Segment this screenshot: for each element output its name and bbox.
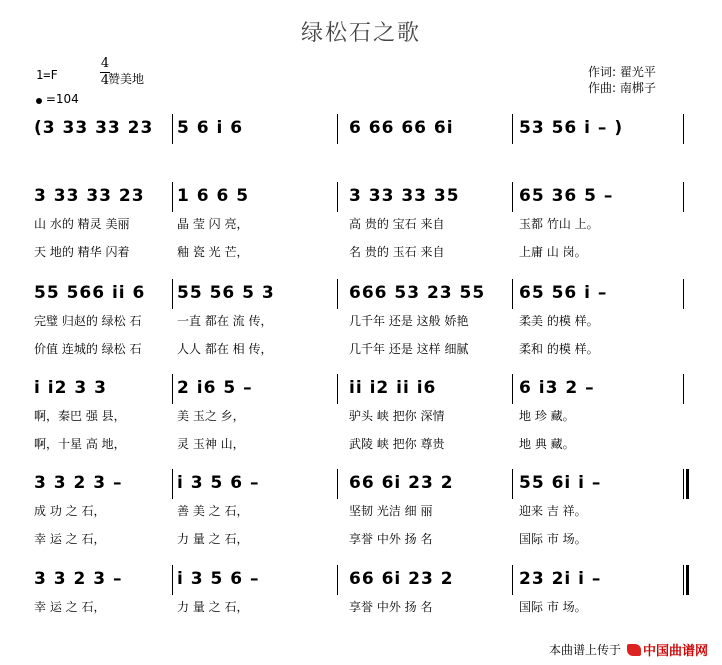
measure-notes: 666 53 23 55 xyxy=(349,283,486,303)
measure-notes: 2 i6 5 – xyxy=(177,378,253,398)
score-row xyxy=(0,473,722,553)
lyric-text: 啊，十星 高 地， xyxy=(34,437,126,451)
barline xyxy=(683,565,684,595)
lyric-text: 价值 连城的 绿松 石 xyxy=(34,342,142,356)
lyric-text: 灵 玉神 山， xyxy=(177,437,245,451)
lyric-text: 国际 市 场。 xyxy=(519,532,587,546)
barline xyxy=(172,565,173,595)
barline xyxy=(172,114,173,144)
lyric-text: 玉都 竹山 上。 xyxy=(519,217,599,231)
measure-notes: 55 566 ii 6 xyxy=(34,283,146,303)
lyric-text: 幸 运 之 石， xyxy=(34,532,106,546)
site-logo[interactable] xyxy=(627,640,708,659)
measure-notes: 65 56 i – xyxy=(519,283,608,303)
site-logo-icon xyxy=(627,644,641,656)
lyric-text: 高 贵的 宝石 来自 xyxy=(349,217,445,231)
key-signature: 1=F xyxy=(36,68,58,82)
barline xyxy=(337,279,338,309)
lyrics-line-2 xyxy=(0,435,722,451)
lyrics-line-1 xyxy=(0,407,722,423)
repeat-barline xyxy=(686,469,689,499)
lyric-text: 柔和 的模 样。 xyxy=(519,342,599,356)
barline xyxy=(683,114,684,144)
barline xyxy=(512,469,513,499)
barline xyxy=(337,182,338,212)
footer xyxy=(549,640,708,659)
barline xyxy=(512,182,513,212)
measure-notes: 55 6i i – xyxy=(519,473,602,493)
lyric-text: 柔美 的模 样。 xyxy=(519,314,599,328)
lyric-text: 善 美 之 石， xyxy=(177,504,249,518)
lyrics-line-1 xyxy=(0,502,722,518)
lyric-text: 天 地的 精华 闪着 xyxy=(34,245,130,259)
measure-notes: 5 6 i 6 xyxy=(177,118,244,138)
measure-notes: 3 33 33 23 xyxy=(34,186,145,206)
lyric-text: 釉 瓷 光 芒， xyxy=(177,245,249,259)
lyric-text: 几千年 还是 这般 娇艳 xyxy=(349,314,469,328)
barline xyxy=(512,374,513,404)
footer-text: 本曲谱上传于 xyxy=(548,643,621,657)
measure-notes: 66 6i 23 2 xyxy=(349,473,454,493)
lyricist-credit: 作词: 翟光平 xyxy=(588,65,656,79)
barline xyxy=(172,279,173,309)
lyrics-line-2 xyxy=(0,243,722,259)
measure-notes: ii i2 ii i6 xyxy=(349,378,437,398)
measure-notes: 6 66 66 6i xyxy=(349,118,454,138)
tempo-marking xyxy=(36,92,79,106)
barline xyxy=(172,374,173,404)
lyric-text: 成 功 之 石， xyxy=(34,504,106,518)
site-logo-text: 中国曲谱网 xyxy=(642,644,708,659)
measure-notes: i 3 5 6 – xyxy=(177,473,260,493)
lyric-text: 人人 都在 相 传， xyxy=(177,342,273,356)
lyric-text: 山 水的 精灵 美丽 xyxy=(34,217,130,231)
barline xyxy=(512,114,513,144)
score-row xyxy=(0,569,722,649)
page-title: 绿松石之歌 xyxy=(300,21,421,46)
barline xyxy=(337,374,338,404)
lyric-text: 晶 莹 闪 亮， xyxy=(177,217,249,231)
lyric-text: 国际 市 场。 xyxy=(519,600,587,614)
lyrics-line-1 xyxy=(0,147,722,163)
credits xyxy=(588,64,656,96)
lyric-text: 力 量 之 石， xyxy=(177,532,249,546)
composer-credit: 作曲: 南梆子 xyxy=(588,81,656,95)
lyrics-line-1 xyxy=(0,312,722,328)
barline xyxy=(683,279,684,309)
lyric-text: 坚韧 光洁 细 丽 xyxy=(349,504,433,518)
lyrics-line-1 xyxy=(0,598,722,614)
measure-notes: 6 i3 2 – xyxy=(519,378,595,398)
lyric-text: 幸 运 之 石， xyxy=(34,600,106,614)
measure-notes: 1 6 6 5 xyxy=(177,186,250,206)
lyrics-line-2 xyxy=(0,340,722,356)
measure-notes: i i2 3 3 xyxy=(34,378,107,398)
measure-notes: (3 33 33 23 xyxy=(34,118,154,138)
lyric-text: 地 典 藏。 xyxy=(519,437,575,451)
score-row xyxy=(0,283,722,363)
barline xyxy=(683,374,684,404)
time-signature-bottom: 4 xyxy=(100,73,110,88)
tempo-value: =104 xyxy=(45,92,79,106)
lyric-text: 完璧 归赵的 绿松 石 xyxy=(34,314,142,328)
time-signature-top: 4 xyxy=(100,56,110,71)
barline xyxy=(172,469,173,499)
measure-notes: 3 33 33 35 xyxy=(349,186,460,206)
lyric-text: 迎来 吉 祥。 xyxy=(519,504,587,518)
barline xyxy=(172,182,173,212)
lyric-text: 美 玉之 乡， xyxy=(177,409,245,423)
measure-notes: 3 3 2 3 – xyxy=(34,473,123,493)
measure-notes: 66 6i 23 2 xyxy=(349,569,454,589)
lyric-text: 名 贵的 玉石 来自 xyxy=(349,245,445,259)
barline xyxy=(337,469,338,499)
lyric-text: 武陵 峡 把你 尊贵 xyxy=(349,437,445,451)
lyric-text: 一直 都在 流 传， xyxy=(177,314,273,328)
measure-notes: i 3 5 6 – xyxy=(177,569,260,589)
score-row xyxy=(0,186,722,266)
measure-notes: 3 3 2 3 – xyxy=(34,569,123,589)
lyric-text: 上庸 山 岗。 xyxy=(519,245,587,259)
final-barline xyxy=(686,565,689,595)
barline xyxy=(337,114,338,144)
lyric-text: 几千年 还是 这样 细腻 xyxy=(349,342,469,356)
lyric-text: 驴头 峡 把你 深情 xyxy=(349,409,445,423)
measure-notes: 55 56 5 3 xyxy=(177,283,275,303)
expression-marking: 赞美地 xyxy=(108,72,145,86)
barline xyxy=(683,469,684,499)
quarter-note-head-icon xyxy=(36,98,42,104)
score-row xyxy=(0,378,722,458)
measure-notes: 65 36 5 – xyxy=(519,186,614,206)
barline xyxy=(512,565,513,595)
measure-notes: 23 2i i – xyxy=(519,569,602,589)
lyrics-line-1 xyxy=(0,215,722,231)
lyric-text: 力 量 之 石， xyxy=(177,600,249,614)
barline xyxy=(512,279,513,309)
lyric-text: 啊，秦巴 强 县， xyxy=(34,409,126,423)
lyric-text: 享誉 中外 扬 名 xyxy=(349,532,433,546)
barline xyxy=(683,182,684,212)
lyric-text: 享誉 中外 扬 名 xyxy=(349,600,433,614)
lyrics-line-2 xyxy=(0,530,722,546)
lyric-text: 地 珍 藏。 xyxy=(519,409,575,423)
barline xyxy=(337,565,338,595)
measure-notes: 53 56 i – ) xyxy=(519,118,624,138)
